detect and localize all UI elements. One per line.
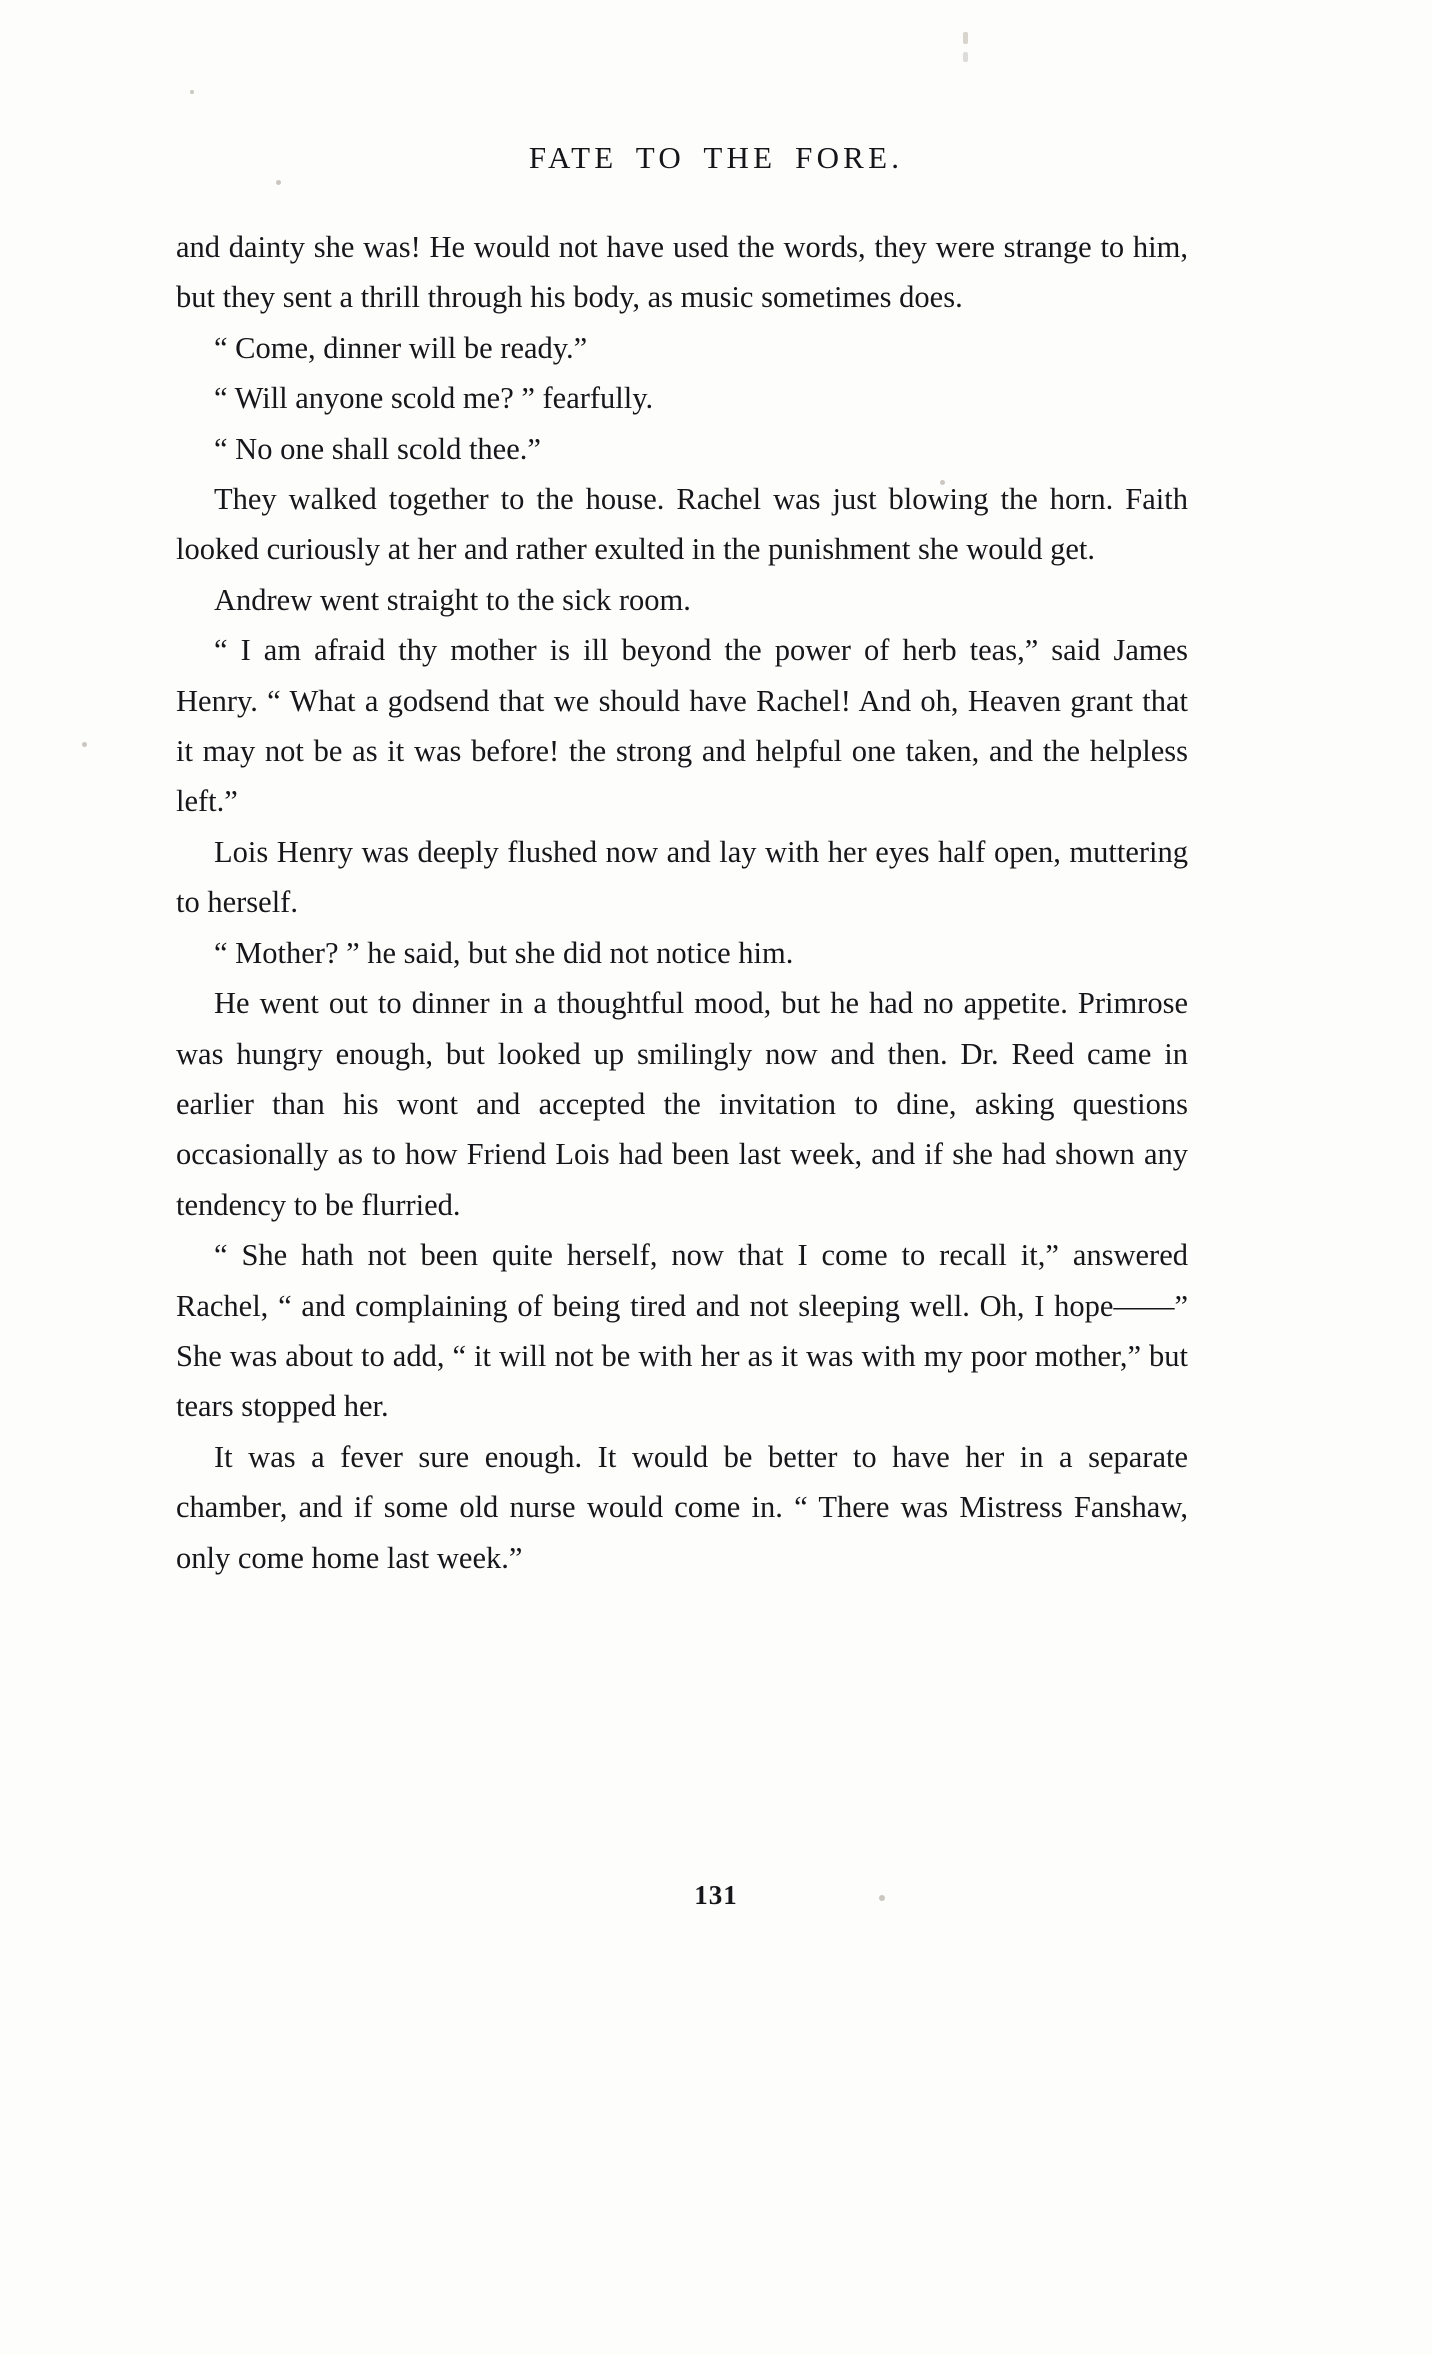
paragraph: Lois Henry was deeply flushed now and lay with her eyes half open, muttering to herself. bbox=[176, 834, 1188, 920]
paragraph: and dainty she was! He would not have used the words, they were strange to him, but they sent a thrill through his body, as music sometimes does. bbox=[176, 230, 1188, 315]
paragraph: “ She hath not been quite herself, now that I come to recall it,” answered Rachel, “ and complaining of being tired and not sleeping well. Oh, I hope——” She was about to add, “ it will not be with her as it was with my poor mother,” but tears stopped her. bbox=[176, 1238, 1188, 1424]
running-head: FATE TO THE FORE. bbox=[528, 140, 904, 175]
scan-speck-icon bbox=[190, 90, 194, 94]
page-number: 131 bbox=[694, 1880, 738, 1910]
paragraph: “ Mother? ” he said, but she did not notice him. bbox=[214, 935, 794, 970]
paragraph: It was a fever sure enough. It would be better to have her in a separate chamber, and if some old nurse would come in. “ There was Mistress Fanshaw, only come home last week.” bbox=[176, 1439, 1188, 1575]
paragraph: “ Will anyone scold me? ” fearfully. bbox=[214, 381, 654, 416]
scan-speck-icon bbox=[963, 32, 968, 44]
scan-speck-icon bbox=[963, 52, 968, 62]
paragraph: They walked together to the house. Rachel was just blowing the horn. Faith looked curiously at her and rather exulted in the punishment she would get. bbox=[176, 482, 1188, 567]
paragraph: “ No one shall scold thee.” bbox=[214, 431, 541, 466]
scan-speck-icon bbox=[276, 180, 281, 185]
scan-speck-icon bbox=[82, 742, 87, 747]
paragraph: “ I am afraid thy mother is ill beyond the power of herb teas,” said James Henry. “ What a godsend that we should have Rachel! And oh, Heaven grant that it may not be as it was before! the strong and helpful one taken, and the helpless left.” bbox=[176, 633, 1188, 819]
paragraph: He went out to dinner in a thoughtful mood, but he had no appetite. Primrose was hungry enough, but looked up smilingly now and then. Dr. Reed came in earlier than his wont and accepted the invitation to dine, asking questions occasionally as to how Friend Lois had been last week, and if she had shown any tendency to be flurried. bbox=[176, 986, 1188, 1222]
paragraph: “ Come, dinner will be ready.” bbox=[214, 330, 588, 365]
paragraph: Andrew went straight to the sick room. bbox=[214, 582, 691, 617]
page-body bbox=[176, 222, 1188, 1583]
